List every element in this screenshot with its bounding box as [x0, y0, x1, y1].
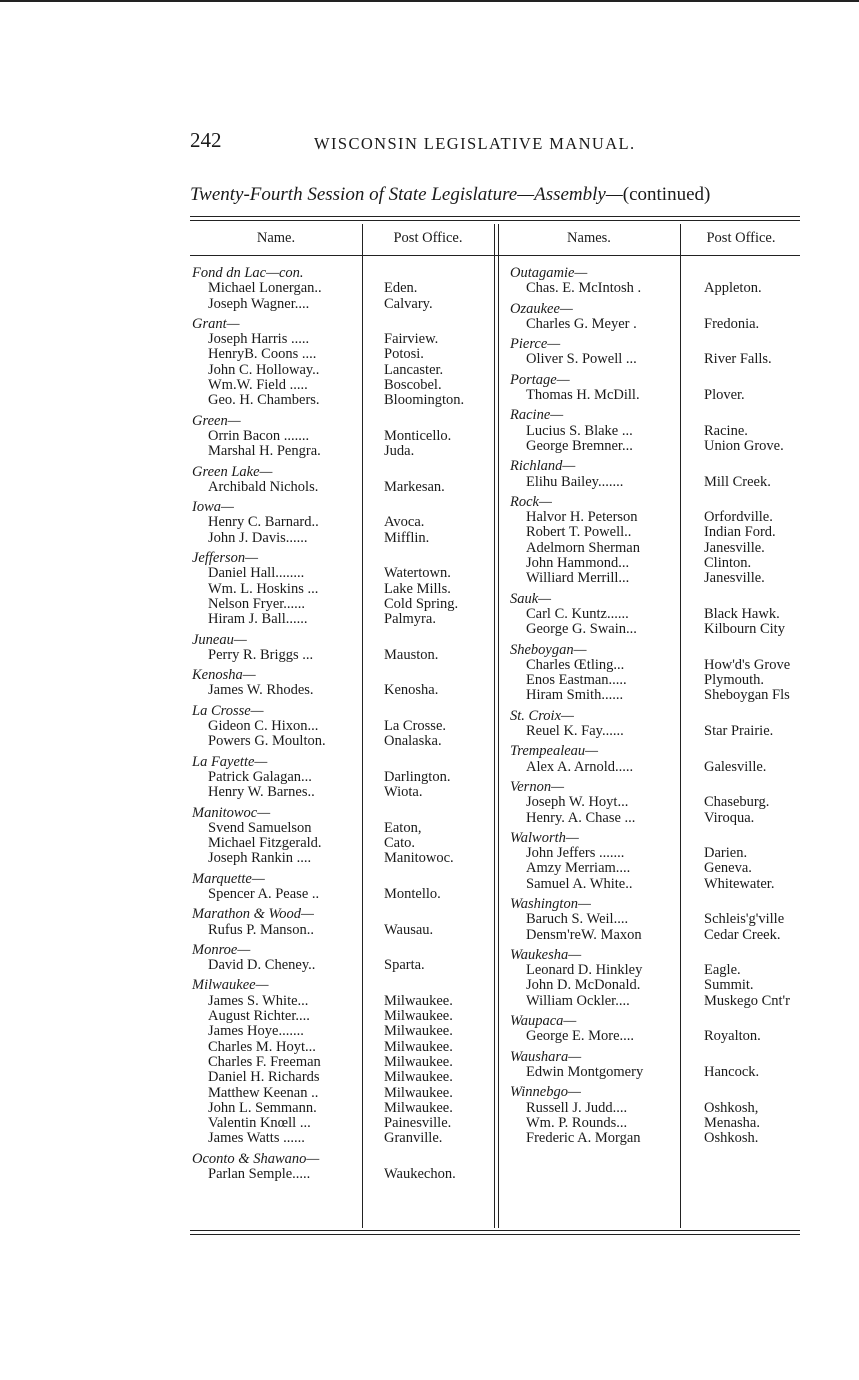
member-name: Enos Eastman.....: [526, 673, 627, 689]
county-heading: Fond dn Lac—con.: [192, 265, 304, 281]
post-office: Fredonia.: [704, 316, 760, 332]
post-office: Milwaukee.: [384, 1009, 453, 1025]
county-heading: Washington—: [510, 895, 591, 912]
post-office: Appleton.: [704, 281, 762, 297]
member-row: [510, 846, 822, 861]
header-name-left: Name.: [256, 230, 296, 246]
member-row: [192, 1070, 506, 1085]
member-row: [192, 1101, 506, 1116]
post-office: Juda.: [384, 444, 415, 460]
member-row: [192, 1040, 506, 1055]
county-heading: La Fayette—: [192, 753, 268, 770]
member-row: [192, 297, 506, 312]
post-office: Whitewater.: [704, 876, 775, 892]
member-name: Thomas H. McDill.: [526, 388, 640, 404]
post-office: Chaseburg.: [704, 795, 770, 811]
county-heading: Juneau—: [192, 631, 247, 648]
post-office: Mifflin.: [384, 530, 430, 546]
table-subtitle: [190, 184, 804, 206]
post-office: Cato.: [384, 836, 416, 852]
post-office: Lancaster.: [384, 362, 444, 378]
post-office: La Crosse.: [384, 719, 447, 735]
member-row: [192, 1009, 506, 1024]
county-heading: Trempealeau—: [510, 743, 599, 760]
post-office: Indian Ford.: [704, 525, 776, 541]
post-office: Eagle.: [704, 963, 741, 979]
post-office: Menasha.: [704, 1115, 760, 1131]
member-name: Archibald Nichols.: [208, 479, 319, 495]
member-name: Patrick Galagan...: [208, 769, 312, 785]
post-office: Monticello.: [384, 428, 452, 444]
member-name: Hiram J. Ball......: [208, 612, 308, 628]
post-office: Janesville.: [704, 571, 765, 587]
county-heading: Portage—: [510, 371, 570, 388]
member-row: [510, 607, 822, 622]
member-row: [510, 571, 822, 586]
right-column: [510, 266, 822, 1146]
county-heading: Monroe—: [192, 941, 251, 958]
post-office: Mauston.: [384, 647, 439, 663]
member-row: [192, 1116, 506, 1131]
county-heading: Ozaukee—: [510, 300, 573, 317]
member-row: [192, 566, 506, 581]
post-office: Granville.: [384, 1131, 443, 1147]
member-name: Charles G. Meyer .: [526, 316, 637, 332]
post-office: Cedar Creek.: [704, 927, 781, 943]
county-heading: Walworth—: [510, 829, 579, 846]
county-heading: Waupaca—: [510, 1013, 577, 1030]
post-office: Union Grove.: [704, 438, 784, 454]
post-office: Darlington.: [384, 769, 451, 785]
county-heading: Sheboygan—: [510, 641, 587, 658]
member-name: Perry R. Briggs ...: [208, 647, 314, 663]
member-name: John L. Semmann.: [208, 1100, 317, 1116]
member-name: John Jeffers .......: [526, 846, 625, 862]
post-office: Milwaukee.: [384, 1039, 453, 1055]
member-name: August Richter....: [208, 1009, 310, 1025]
post-office: Mill Creek.: [704, 474, 771, 490]
county-heading: Grant—: [192, 315, 240, 332]
post-office: Eaton,: [384, 820, 422, 836]
member-name: Rufus P. Manson..: [208, 922, 314, 938]
bottom-rule-1: [190, 1230, 800, 1231]
member-row: [510, 658, 822, 673]
county-heading: Richland—: [510, 458, 576, 475]
member-row: [510, 525, 822, 540]
post-office: Fairview.: [384, 332, 439, 348]
post-office: Onalaska.: [384, 734, 442, 750]
member-name: Charles F. Freeman: [208, 1054, 321, 1070]
post-office: Kenosha.: [384, 683, 439, 699]
member-name: Densm'reW. Maxon: [526, 927, 642, 943]
county-heading: Green—: [192, 412, 241, 429]
member-name: Halvor H. Peterson: [526, 510, 638, 526]
member-name: Wm. P. Rounds...: [526, 1115, 628, 1131]
member-row: [192, 480, 506, 495]
member-row: [510, 556, 822, 571]
member-row: [510, 1116, 822, 1131]
post-office: Wiota.: [384, 785, 423, 801]
post-office: Eden.: [384, 281, 418, 297]
member-row: [510, 1029, 822, 1044]
member-name: Daniel Hall........: [208, 566, 305, 582]
county-heading: Outagamie—: [510, 265, 588, 281]
member-name: Orrin Bacon .......: [208, 428, 310, 444]
county-heading: Waushara—: [510, 1048, 582, 1065]
post-office: Montello.: [384, 886, 441, 902]
post-office: Palmyra.: [384, 612, 436, 628]
member-name: Marshal H. Pengra.: [208, 444, 321, 460]
member-row: [510, 795, 822, 810]
post-office: Potosi.: [384, 347, 424, 363]
member-name: Russell J. Judd....: [526, 1100, 628, 1116]
county-heading: Waukesha—: [510, 946, 582, 963]
member-name: Oliver S. Powell ...: [526, 352, 637, 368]
post-office: Star Prairie.: [704, 724, 774, 740]
member-row: [510, 760, 822, 775]
member-row: [192, 612, 506, 627]
member-name: Spencer A. Pease ..: [208, 886, 320, 902]
member-row: [192, 1167, 506, 1182]
post-office: Milwaukee.: [384, 1100, 453, 1116]
county-heading: Marathon & Wood—: [192, 906, 314, 923]
member-name: George Bremner...: [526, 438, 633, 454]
member-name: George E. More....: [526, 1029, 635, 1045]
member-row: [192, 597, 506, 612]
member-name: Wm. L. Hoskins ...: [208, 581, 319, 597]
left-column: [192, 266, 506, 1182]
member-row: [192, 363, 506, 378]
county-heading: Sauk—: [510, 590, 552, 607]
member-row: [510, 673, 822, 688]
member-row: [192, 770, 506, 785]
member-name: HenryB. Coons ....: [208, 347, 317, 363]
member-name: Henry. A. Chase ...: [526, 810, 636, 826]
member-name: Reuel K. Fay......: [526, 724, 624, 740]
member-row: [192, 531, 506, 546]
member-row: [192, 785, 506, 800]
member-row: [510, 724, 822, 739]
member-row: [510, 281, 822, 296]
member-name: Alex A. Arnold.....: [526, 759, 634, 775]
member-row: [192, 1131, 506, 1146]
member-row: [192, 281, 506, 296]
member-name: Elihu Bailey.......: [526, 474, 624, 490]
member-row: [510, 877, 822, 892]
post-office: Clinton.: [704, 556, 752, 572]
member-name: Joseph Wagner....: [208, 296, 310, 312]
post-office: Muskego Cnt'r: [704, 993, 790, 1009]
page-number: 242: [190, 128, 222, 152]
member-name: Joseph Rankin ....: [208, 851, 312, 867]
post-office: Waukechon.: [384, 1167, 456, 1183]
member-row: [510, 541, 822, 556]
post-office: Cold Spring.: [384, 596, 459, 612]
header-post-office-left: Post Office.: [393, 230, 463, 246]
member-row: [192, 444, 506, 459]
member-name: David D. Cheney..: [208, 958, 316, 974]
post-office: Orfordville.: [704, 510, 773, 526]
county-heading: Green Lake—: [192, 463, 273, 480]
member-name: Daniel H. Richards: [208, 1070, 320, 1086]
post-office: Oshkosh.: [704, 1131, 759, 1147]
member-row: [192, 887, 506, 902]
member-row: [510, 622, 822, 637]
member-name: Charles Œtling...: [526, 657, 625, 673]
member-name: Geo. H. Chambers.: [208, 393, 320, 409]
county-heading: Pierce—: [510, 336, 561, 353]
post-office: How'd's Grove: [704, 657, 791, 673]
county-heading: Rock—: [510, 493, 552, 510]
post-office: Milwaukee.: [384, 1070, 453, 1086]
county-heading: Jefferson—: [192, 550, 259, 567]
county-heading: Iowa—: [192, 499, 234, 516]
post-office: Sparta.: [384, 958, 425, 974]
member-name: James W. Rhodes.: [208, 683, 314, 699]
member-name: Lucius S. Blake ...: [526, 423, 633, 439]
member-row: [192, 836, 506, 851]
member-row: [510, 978, 822, 993]
member-row: [510, 963, 822, 978]
post-office: Painesville.: [384, 1116, 452, 1132]
county-heading: Vernon—: [510, 778, 564, 795]
member-row: [192, 515, 506, 530]
member-row: [192, 958, 506, 973]
post-office: Galesville.: [704, 759, 767, 775]
member-name: James Hoye.......: [208, 1024, 304, 1040]
post-office: Janesville.: [704, 540, 765, 556]
member-name: Charles M. Hoyt...: [208, 1039, 316, 1055]
member-name: Powers G. Moulton.: [208, 734, 326, 750]
top-rule-2: [190, 220, 800, 221]
post-office: Avoca.: [384, 515, 425, 531]
member-row: [192, 393, 506, 408]
member-name: Gideon C. Hixon...: [208, 719, 319, 735]
member-name: Robert T. Powell..: [526, 525, 632, 541]
member-row: [510, 928, 822, 943]
post-office: Lake Mills.: [384, 581, 451, 597]
member-name: John C. Holloway..: [208, 362, 320, 378]
post-office: Plover.: [704, 388, 745, 404]
member-row: [510, 510, 822, 525]
county-heading: Winnebgo—: [510, 1084, 581, 1101]
member-name: Chas. E. McIntosh .: [526, 281, 642, 297]
member-name: Valentin Knœll ...: [208, 1116, 311, 1132]
member-name: Leonard D. Hinkley: [526, 963, 643, 979]
post-office: Kilbourn City: [704, 622, 785, 638]
page-header: [190, 128, 800, 158]
member-row: [510, 912, 822, 927]
member-row: [192, 332, 506, 347]
member-row: [192, 683, 506, 698]
post-office: Watertown.: [384, 566, 451, 582]
member-row: [510, 352, 822, 367]
member-name: Amzy Merriam....: [526, 861, 631, 877]
post-office: Manitowoc.: [384, 851, 454, 867]
member-name: Matthew Keenan ..: [208, 1085, 319, 1101]
member-name: Svend Samuelson: [208, 820, 312, 836]
post-office: Schleis'g'ville: [704, 912, 785, 928]
member-row: [192, 1086, 506, 1101]
member-name: Wm.W. Field .....: [208, 378, 308, 394]
member-name: Edwin Montgomery: [526, 1064, 644, 1080]
county-heading: Oconto & Shawano—: [192, 1150, 320, 1167]
post-office: Calvary.: [384, 296, 433, 312]
member-row: [510, 861, 822, 876]
top-rule-1: [190, 216, 800, 217]
member-name: Joseph W. Hoyt...: [526, 795, 629, 811]
member-name: George G. Swain...: [526, 622, 637, 638]
post-office: Plymouth.: [704, 673, 765, 689]
post-office: Black Hawk.: [704, 606, 780, 622]
member-row: [192, 994, 506, 1009]
member-name: Adelmorn Sherman: [526, 540, 640, 556]
bottom-rule-2: [190, 1234, 800, 1235]
member-row: [192, 429, 506, 444]
header-rule: [190, 255, 800, 256]
member-name: James S. White...: [208, 993, 309, 1009]
county-heading: Manitowoc—: [192, 804, 271, 821]
member-name: Baruch S. Weil....: [526, 912, 629, 928]
member-row: [192, 734, 506, 749]
member-name: John D. McDonald.: [526, 978, 641, 994]
member-row: [510, 317, 822, 332]
member-row: [192, 923, 506, 938]
member-name: William Ockler....: [526, 993, 630, 1009]
member-row: [192, 1024, 506, 1039]
member-name: Michael Lonergan..: [208, 281, 322, 297]
post-office: River Falls.: [704, 352, 772, 368]
member-row: [192, 821, 506, 836]
subtitle-tail: (continued): [622, 184, 711, 205]
member-row: [192, 851, 506, 866]
member-row: [192, 719, 506, 734]
post-office: Geneva.: [704, 861, 752, 877]
county-heading: Marquette—: [192, 870, 265, 887]
post-office: Milwaukee.: [384, 1024, 453, 1040]
county-heading: St. Croix—: [510, 707, 574, 724]
member-name: Henry C. Barnard..: [208, 515, 319, 531]
post-office: Boscobel.: [384, 378, 442, 394]
post-office: Hancock.: [704, 1064, 760, 1080]
member-row: [192, 582, 506, 597]
member-name: Parlan Semple.....: [208, 1167, 311, 1183]
post-office: Darien.: [704, 846, 748, 862]
member-name: James Watts ......: [208, 1131, 305, 1147]
post-office: Milwaukee.: [384, 1085, 453, 1101]
post-office: Oshkosh,: [704, 1100, 759, 1116]
member-name: Michael Fitzgerald.: [208, 836, 322, 852]
member-row: [510, 1131, 822, 1146]
member-row: [510, 1101, 822, 1116]
scan-edge-line: [0, 0, 859, 2]
member-row: [510, 475, 822, 490]
post-office: Summit.: [704, 978, 754, 994]
member-name: John Hammond...: [526, 556, 630, 572]
member-name: Nelson Fryer......: [208, 596, 306, 612]
post-office: Racine.: [704, 423, 748, 439]
county-heading: Milwaukee—: [192, 977, 269, 994]
county-heading: Kenosha—: [192, 667, 256, 684]
member-row: [510, 994, 822, 1009]
member-row: [510, 388, 822, 403]
post-office: Royalton.: [704, 1029, 761, 1045]
county-heading: Racine—: [510, 407, 564, 424]
post-office: Milwaukee.: [384, 993, 453, 1009]
post-office: Markesan.: [384, 479, 445, 495]
post-office: Milwaukee.: [384, 1054, 453, 1070]
member-name: Carl C. Kuntz......: [526, 606, 629, 622]
member-row: [192, 648, 506, 663]
member-name: Williard Merrill...: [526, 571, 630, 587]
header-post-office-right: Post Office.: [706, 230, 776, 246]
county-heading: La Crosse—: [192, 702, 264, 719]
running-head: WISCONSIN LEGISLATIVE MANUAL.: [314, 134, 636, 153]
member-row: [510, 688, 822, 703]
member-row: [510, 1065, 822, 1080]
member-row: [510, 424, 822, 439]
post-office: Bloomington.: [384, 393, 465, 409]
member-name: Frederic A. Morgan: [526, 1131, 641, 1147]
member-name: Joseph Harris .....: [208, 332, 310, 348]
post-office: Viroqua.: [704, 810, 755, 826]
member-name: Samuel A. White..: [526, 876, 633, 892]
member-row: [192, 378, 506, 393]
post-office: Sheboygan Fls: [704, 688, 790, 704]
member-row: [510, 811, 822, 826]
header-names-right: Names.: [567, 230, 611, 246]
member-row: [192, 347, 506, 362]
member-name: Henry W. Barnes..: [208, 785, 315, 801]
member-row: [510, 439, 822, 454]
member-name: Hiram Smith......: [526, 688, 624, 704]
member-name: John J. Davis......: [208, 530, 308, 546]
member-row: [192, 1055, 506, 1070]
post-office: Wausau.: [384, 922, 434, 938]
subtitle-italic: Twenty-Fourth Session of State Legislature—Assembly—: [190, 184, 623, 205]
